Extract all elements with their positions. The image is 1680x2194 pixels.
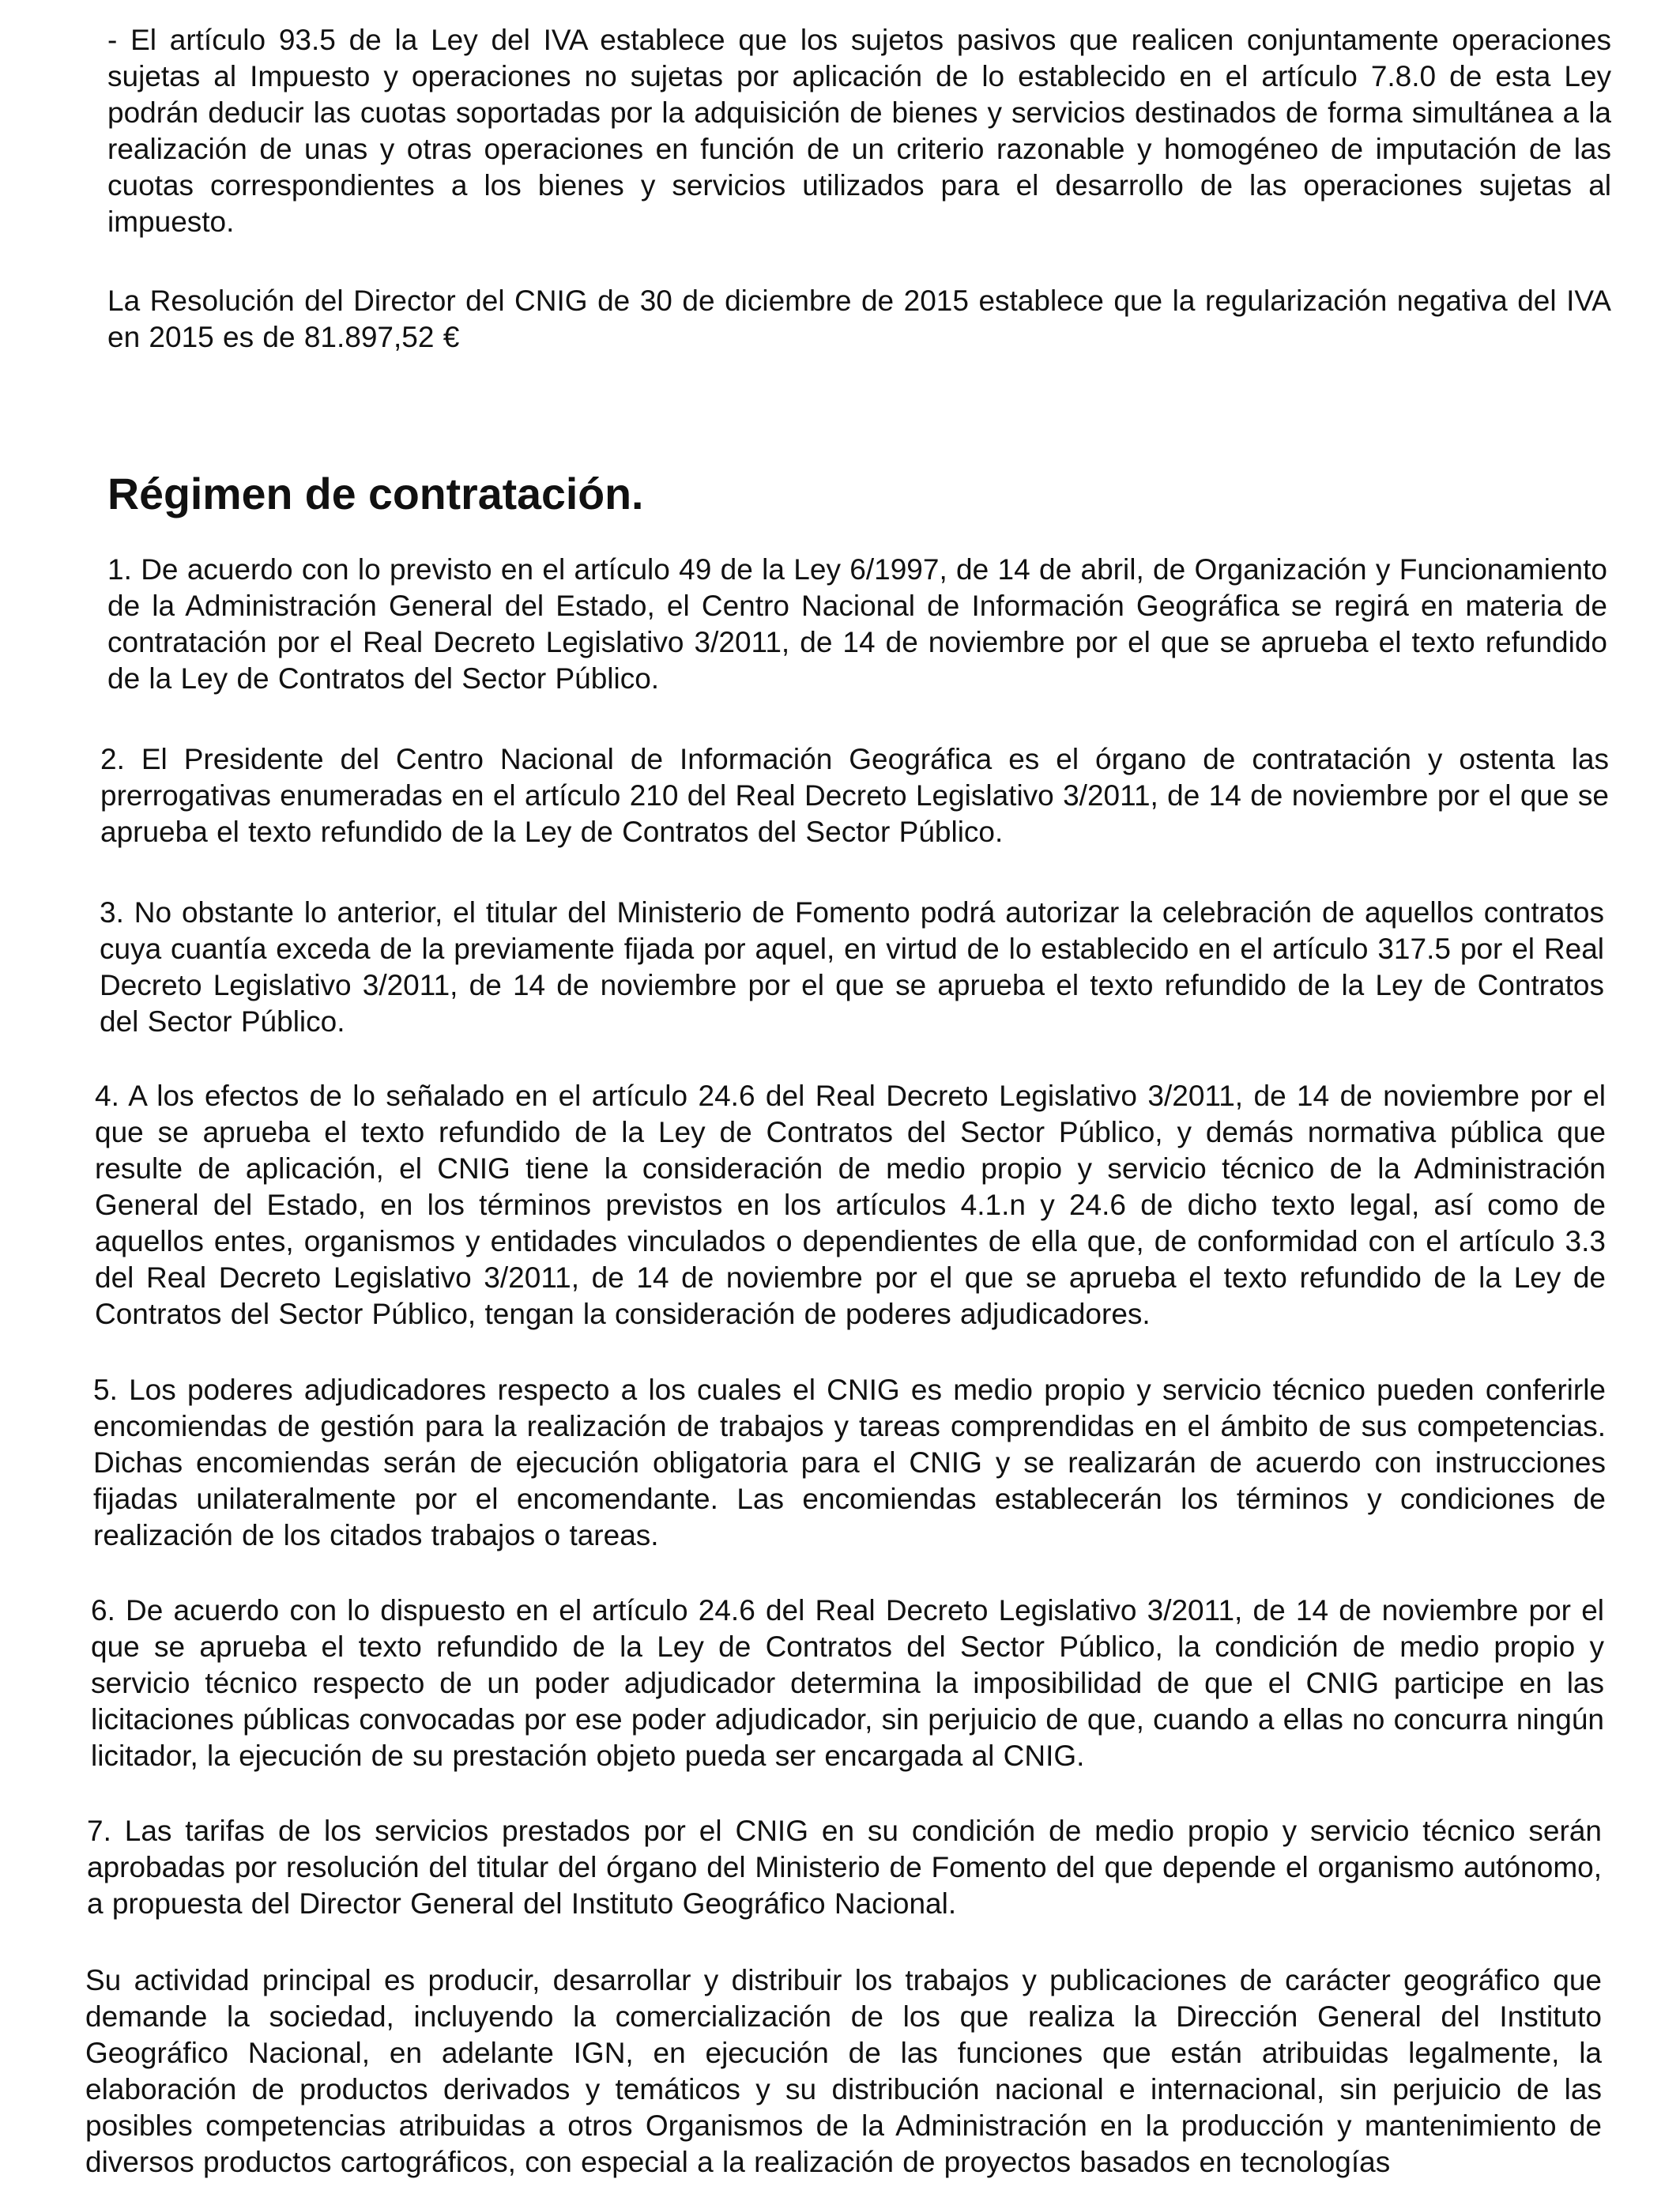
numbered-item-7: 7. Las tarifas de los servicios prestados por el CNIG en su condición de medio propio y servicio técnico serán aprobadas por resolución del titular del órgano del Ministerio de Fomento del que depende el organismo autónomo, a propuesta del Director General del Instituto Geográfico Nacional. — [87, 1815, 1602, 1920]
numbered-item-2: 2. El Presidente del Centro Nacional de Información Geográfica es el órgano de contratación y ostenta las prerrogativas enumeradas en el artículo 210 del Real Decreto Legislativo 3/2011, de 14 de noviembre por el que se aprueba el texto refundido de la Ley de Contratos del Sector Público. — [100, 743, 1609, 848]
numbered-item-1: 1. De acuerdo con lo previsto en el artículo 49 de la Ley 6/1997, de 14 de abril, de Organización y Funcionamiento de la Administración General del Estado, el Centro Nacional de Información Geográfica se regirá en materia de contratación por el Real Decreto Legislativo 3/2011, de 14 de noviembre por el que se aprueba el texto refundido de la Ley de Contratos del Sector Público. — [107, 553, 1607, 695]
iva-resolution-paragraph: La Resolución del Director del CNIG de 30 de diciembre de 2015 establece que la regularización negativa del IVA en 2015 es de 81.897,52 € — [107, 285, 1611, 353]
numbered-item-3: 3. No obstante lo anterior, el titular del Ministerio de Fomento podrá autorizar la celebración de aquellos contratos cuya cuantía exceda de la previamente fijada por aquel, en virtud de lo establecido en el artículo 317.5 por el Real Decreto Legislativo 3/2011, de 14 de noviembre por el que se aprueba el texto refundido de la Ley de Contratos del Sector Público. — [100, 896, 1604, 1038]
iva-article-paragraph: - El artículo 93.5 de la Ley del IVA establece que los sujetos pasivos que realicen conjuntamente operaciones sujetas al Impuesto y operaciones no sujetas por aplicación de lo establecido en el artículo 7.8.0 de esta Ley podrán deducir las cuotas soportadas por la adquisición de bienes y servicios destinados de forma simultánea a la realización de unas y otras operaciones en función de un criterio razonable y homogéneo de imputación de las cuotas correspondientes a los bienes y servicios utilizados para el desarrollo de las operaciones sujetas al impuesto. — [107, 24, 1611, 238]
numbered-item-6: 6. De acuerdo con lo dispuesto en el artículo 24.6 del Real Decreto Legislativo 3/2011, de 14 de noviembre por el que se aprueba el texto refundido de la Ley de Contratos del Sector Público, la condición de medio propio y servicio técnico respecto de un poder adjudicador determina la imposibilidad de que el CNIG participe en las licitaciones públicas convocadas por ese poder adjudicador, sin perjuicio de que, cuando a ellas no concurra ningún licitador, la ejecución de su prestación objeto pueda ser encargada al CNIG. — [91, 1594, 1604, 1772]
section-heading-regimen-contratacion: Régimen de contratación. — [107, 469, 644, 518]
activity-paragraph: Su actividad principal es producir, desarrollar y distribuir los trabajos y publicaciones de carácter geográfico que demande la sociedad, incluyendo la comercialización de los que realiza la Dirección General del Instituto Geográfico Nacional, en adelante IGN, en ejecución de las funciones que están atribuidas legalmente, la elaboración de productos derivados y temáticos y su distribución nacional e internacional, sin perjuicio de las posibles competencias atribuidas a otros Organismos de la Administración en la producción y mantenimiento de diversos productos cartográficos, con especial a la realización de proyectos basados en tecnologías — [85, 1964, 1602, 2178]
numbered-item-5: 5. Los poderes adjudicadores respecto a los cuales el CNIG es medio propio y servicio técnico pueden conferirle encomiendas de gestión para la realización de trabajos y tareas comprendidas en el ámbito de sus competencias. Dichas encomiendas serán de ejecución obligatoria para el CNIG y se realizarán de acuerdo con instrucciones fijadas unilateralmente por el encomendante. Las encomiendas establecerán los términos y condiciones de realización de los citados trabajos o tareas. — [93, 1374, 1606, 1551]
numbered-item-4: 4. A los efectos de lo señalado en el artículo 24.6 del Real Decreto Legislativo 3/2011, de 14 de noviembre por el que se aprueba el texto refundido de la Ley de Contratos del Sector Público, y demás normativa pública que resulte de aplicación, el CNIG tiene la consideración de medio propio y servicio técnico de la Administración General del Estado, en los términos previstos en los artículos 4.1.n y 24.6 de dicho texto legal, así como de aquellos entes, organismos y entidades vinculados o dependientes de ella que, de conformidad con el artículo 3.3 del Real Decreto Legislativo 3/2011, de 14 de noviembre por el que se aprueba el texto refundido de la Ley de Contratos del Sector Público, tengan la consideración de poderes adjudicadores. — [95, 1080, 1606, 1330]
